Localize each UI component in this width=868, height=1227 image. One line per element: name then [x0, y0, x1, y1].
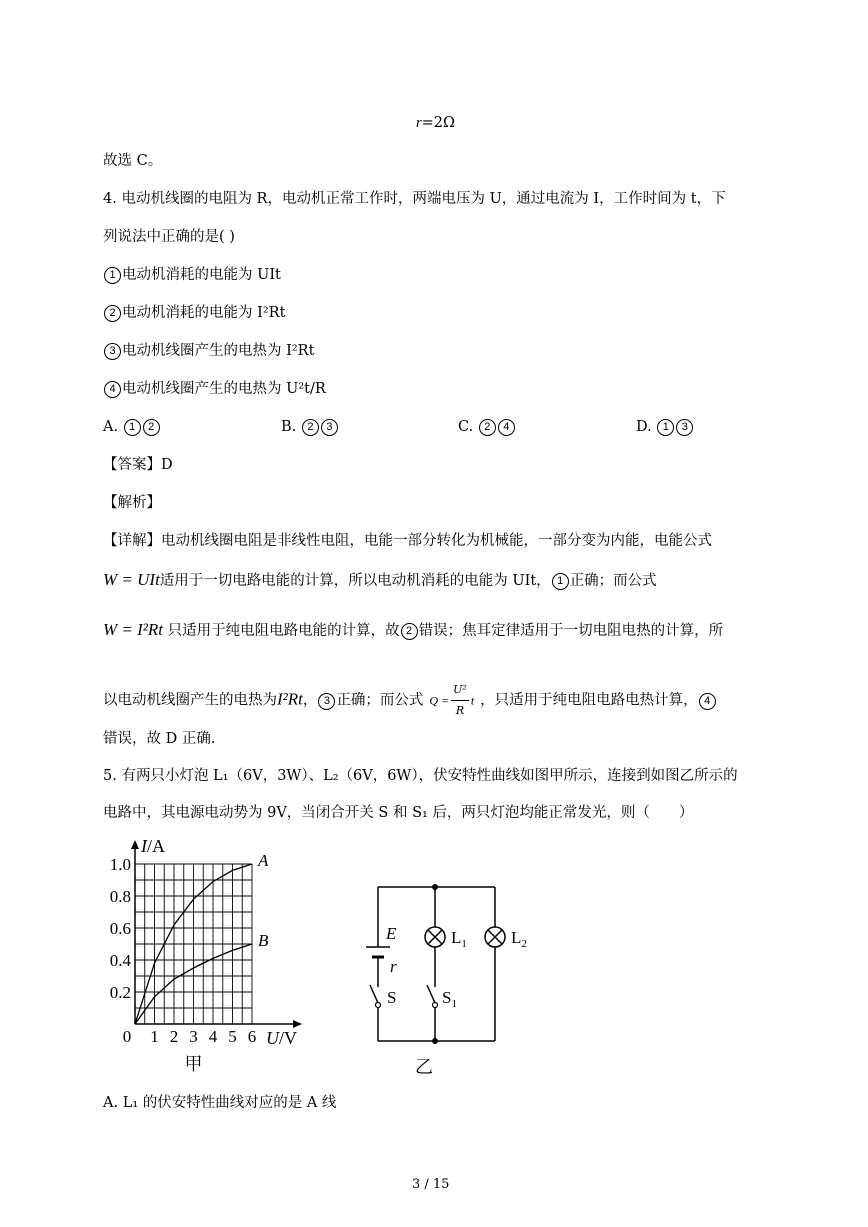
iv-characteristic-chart: [96, 830, 316, 1080]
conclusion-prev: 故选 C。: [103, 153, 163, 169]
lamp-l2-icon: [485, 927, 505, 947]
q4-statement-4: 4 电动机线圈产生的电热为 U²t/R: [103, 379, 326, 399]
y-tick-label: 1.0: [109, 855, 131, 874]
label-l2: $L_2$: [511, 928, 527, 950]
y-tick-label: 0.6: [109, 919, 131, 938]
q4-statement-1: 1 电动机消耗的电能为 UIt: [103, 265, 281, 285]
q5-stem-line2: 电路中，其电源电动势为 9V，当闭合开关 S 和 S₁ 后，两只灯泡均能正常发光，则（ ）: [103, 805, 694, 821]
q4-option-c: C. 2 4: [458, 417, 516, 437]
circuit-diagram: [360, 875, 550, 1085]
lamp-l1-icon: [425, 927, 445, 947]
y-tick-label: 0.2: [109, 983, 131, 1002]
q5-stem-line1: 5. 有两只小灯泡 L₁（6V，3W）、L₂（6V，6W），伏安特性曲线如图甲所示，连接到如图乙所示的: [103, 768, 738, 784]
q4-detail-line5: 错误，故 D 正确.: [103, 731, 216, 747]
junction-top: [432, 884, 438, 890]
q4-detail-line3: W = I²Rt 只适用于纯电阻电路电能的计算，故 2 错误；焦耳定律适用于一切电阻电热的计算，所: [103, 620, 724, 639]
label-s1: $S_1$: [442, 988, 457, 1010]
y-axis-arrow: [131, 840, 139, 849]
x-axis-arrow: [293, 1020, 302, 1028]
q4-analysis-heading: 【解析】: [103, 495, 161, 511]
x-tick-label: 0: [122, 1027, 132, 1046]
x-axis-label: U/V: [266, 1028, 297, 1048]
q4-stem-line2: 列说法中正确的是( ): [103, 229, 235, 245]
q4-detail-line4: 以电动机线圈产生的电热为I²Rt， 3 正确；而公式 Q = $\frac{\text{U²}}{R}$ t ，只适用于纯电阻电路电热计算， 4: [103, 680, 717, 721]
label-s: S: [387, 988, 397, 1007]
y-tick-label: 0.4: [109, 951, 131, 970]
q4-option-b: B. 2 3: [281, 417, 339, 437]
series-label-A: A: [258, 851, 269, 870]
y-tick-label: 0.8: [109, 887, 131, 906]
formula-q: Q = $\frac{\text{U²}}{R}$ t: [429, 680, 474, 721]
q5-option-a: A. L₁ 的伏安特性曲线对应的是 A 线: [103, 1095, 337, 1111]
x-tick-label: 3: [189, 1027, 198, 1046]
q4-detail-line2: W = UIt适用于一切电路电能的计算，所以电动机消耗的电能为 UIt， 1 正确；而公式: [103, 570, 657, 589]
q4-statement-3: 3 电动机线圈产生的电热为 I²Rt: [103, 341, 314, 361]
q4-option-d: D. 1 3: [636, 417, 694, 437]
page-number: 3 / 15: [412, 1177, 450, 1192]
junction-bottom: [432, 1038, 438, 1044]
switch-s-contact: [376, 1003, 381, 1008]
x-tick-label: 4: [208, 1027, 218, 1046]
label-r: r: [390, 957, 397, 976]
switch-s1-blade: [427, 985, 435, 1003]
circuit-caption: 乙: [415, 1057, 433, 1077]
x-tick-label: 1: [150, 1027, 159, 1046]
switch-s1-contact: [433, 1003, 438, 1008]
label-l1: $L_1$: [451, 928, 467, 950]
x-tick-label: 2: [169, 1027, 179, 1046]
q4-option-a: A. 1 2: [103, 417, 161, 437]
switch-s-blade: [370, 985, 378, 1003]
chart-caption: 甲: [184, 1054, 203, 1074]
q4-answer: 【答案】D: [103, 457, 173, 473]
x-tick-label: 5: [228, 1027, 237, 1046]
label-e: E: [386, 924, 397, 943]
series-label-B: B: [258, 931, 269, 950]
y-axis-label: I/A: [141, 836, 165, 856]
equation-r: r=2Ω: [416, 115, 456, 131]
q4-detail-line1: 【详解】电动机线圈电阻是非线性电阻，电能一部分转化为机械能，一部分变为内能，电能公式: [103, 533, 712, 549]
x-tick-label: 6: [247, 1027, 257, 1046]
q4-statement-2: 2 电动机消耗的电能为 I²Rt: [103, 303, 285, 323]
q4-stem-line1: 4. 电动机线圈的电阻为 R，电动机正常工作时，两端电压为 U，通过电流为 I，工作时间为 t，下: [103, 191, 726, 207]
